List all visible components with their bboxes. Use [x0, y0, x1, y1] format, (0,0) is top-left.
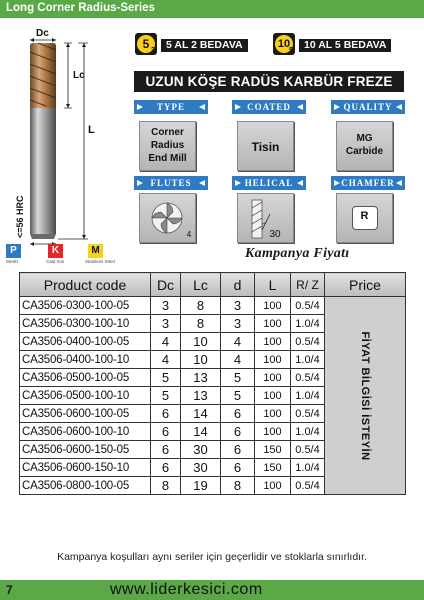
flutes-header: FLUTES [134, 176, 208, 190]
dc-cell: 5 [151, 387, 181, 405]
rz-cell: 1.0/4 [291, 423, 325, 441]
type-line-2: Radius [150, 140, 185, 151]
d-cell: 4 [221, 333, 255, 351]
rz-cell: 1.0/4 [291, 351, 325, 369]
promo-5-number: 5 [137, 35, 155, 53]
dc-cell: 4 [151, 333, 181, 351]
quality-line-1: MG [356, 133, 373, 144]
type-header: TYPE [134, 100, 208, 114]
series-title: Long Corner Radius-Series [6, 2, 155, 14]
l-cell: 100 [255, 333, 291, 351]
campaign-footnote: Kampanya koşulları aynı seriler için geçerlidir ve stoklarla sınırlıdır. [57, 551, 367, 563]
lc-cell: 19 [181, 477, 221, 495]
rz-cell: 1.0/4 [291, 459, 325, 477]
l-cell: 100 [255, 351, 291, 369]
d-cell: 6 [221, 423, 255, 441]
product-code-cell: CA3506-0600-150-10 [20, 459, 151, 477]
lc-cell: 30 [181, 441, 221, 459]
footer-bar [0, 580, 424, 600]
flutes-value: 4 [186, 230, 192, 239]
l-label: L [88, 124, 95, 136]
product-code-cell: CA3506-0500-100-10 [20, 387, 151, 405]
promo-10-number: 10 [275, 35, 293, 53]
hardness-label: <=56 HRC [15, 195, 25, 238]
product-code-cell: CA3506-0800-100-05 [20, 477, 151, 495]
product-code-cell: CA3506-0600-150-05 [20, 441, 151, 459]
lc-cell: 13 [181, 369, 221, 387]
col-rz: R/ Z [291, 273, 325, 297]
campaign-title: Kampanya Fiyatı [245, 246, 350, 261]
dc-cell: 6 [151, 405, 181, 423]
l-cell: 100 [255, 477, 291, 495]
dc-cell: 3 [151, 297, 181, 315]
material-p-label: Steels [6, 259, 19, 264]
col-lc: Lc [181, 273, 221, 297]
price-note: FİYAT BİLGİSİ İSTEYİN [359, 330, 371, 461]
rz-cell: 0.5/4 [291, 297, 325, 315]
l-cell: 100 [255, 423, 291, 441]
lc-cell: 13 [181, 387, 221, 405]
l-cell: 150 [255, 459, 291, 477]
col-dc: Dc [151, 273, 181, 297]
d-cell: 3 [221, 297, 255, 315]
promo-5-text: 5 AL 2 BEDAVA [161, 39, 248, 52]
d-cell: 5 [221, 387, 255, 405]
l-cell: 100 [255, 387, 291, 405]
end-mill-drawing [0, 18, 125, 248]
table-header-row [20, 273, 406, 297]
helical-card [237, 193, 294, 243]
lc-cell: 8 [181, 315, 221, 333]
d-cell: 3 [221, 315, 255, 333]
quality-line-2: Carbide [345, 146, 384, 157]
website-link[interactable]: www.liderkesici.com [110, 581, 263, 598]
lc-cell: 14 [181, 405, 221, 423]
quality-card [336, 121, 393, 171]
material-m-label: Stainless Steel [85, 259, 115, 264]
material-m-box: M [88, 244, 103, 258]
type-line-1: Corner [151, 127, 184, 138]
lc-cell: 10 [181, 351, 221, 369]
rz-cell: 0.5/4 [291, 441, 325, 459]
dc-cell: 6 [151, 459, 181, 477]
rz-cell: 1.0/4 [291, 387, 325, 405]
product-code-cell: CA3506-0400-100-05 [20, 333, 151, 351]
dc-cell: 3 [151, 315, 181, 333]
l-cell: 100 [255, 297, 291, 315]
dc-cell: 6 [151, 423, 181, 441]
helical-value: 30 [269, 229, 281, 240]
type-line-3: End Mill [148, 153, 187, 164]
promo-5-sub: 2 [151, 47, 155, 54]
material-k-box: K [48, 244, 63, 258]
lc-cell: 14 [181, 423, 221, 441]
col-price: Price [325, 273, 406, 297]
rz-cell: 0.5/4 [291, 477, 325, 495]
d-cell: 6 [221, 459, 255, 477]
col-d: d [221, 273, 255, 297]
dc-cell: 8 [151, 477, 181, 495]
material-p-box: P [6, 244, 21, 258]
col-product-code: Product code [20, 273, 151, 297]
product-code-cell: CA3506-0600-100-05 [20, 405, 151, 423]
dc-cell: 6 [151, 441, 181, 459]
product-code-cell: CA3506-0400-100-10 [20, 351, 151, 369]
price-cell [325, 297, 406, 495]
helical-header: HELICAL [232, 176, 306, 190]
dc-cell: 5 [151, 369, 181, 387]
dc-cell: 4 [151, 351, 181, 369]
coated-card [237, 121, 294, 171]
l-cell: 100 [255, 405, 291, 423]
rz-cell: 0.5/4 [291, 333, 325, 351]
series-header-bar [0, 0, 424, 18]
d-cell: 5 [221, 369, 255, 387]
table-row [20, 297, 406, 315]
lc-label: Lc [73, 70, 85, 81]
page-number: 7 [6, 583, 13, 597]
coated-header: COATED [232, 100, 306, 114]
rz-cell: 1.0/4 [291, 315, 325, 333]
product-code-cell: CA3506-0300-100-10 [20, 315, 151, 333]
d-cell: 4 [221, 351, 255, 369]
product-title: UZUN KÖŞE RADÜS KARBÜR FREZE [134, 71, 404, 92]
price-table [19, 272, 406, 495]
l-cell: 100 [255, 315, 291, 333]
promo-10-text: 10 AL 5 BEDAVA [299, 39, 391, 52]
product-code-cell: CA3506-0600-100-10 [20, 423, 151, 441]
rz-cell: 0.5/4 [291, 369, 325, 387]
d-cell: 6 [221, 441, 255, 459]
rz-cell: 0.5/4 [291, 405, 325, 423]
dc-label: Dc [36, 28, 49, 39]
lc-cell: 10 [181, 333, 221, 351]
l-cell: 100 [255, 369, 291, 387]
product-code-cell: CA3506-0500-100-05 [20, 369, 151, 387]
l-cell: 150 [255, 441, 291, 459]
material-k-label: Cast Iron [46, 259, 65, 264]
chamfer-header: CHAMFER [331, 176, 405, 190]
d-cell: 8 [221, 477, 255, 495]
promo-10-sub: 5 [289, 47, 293, 54]
type-card [139, 121, 196, 171]
flutes-card [139, 193, 196, 243]
coated-value: Tisin [251, 140, 280, 154]
lc-cell: 8 [181, 297, 221, 315]
quality-header: QUALITY [331, 100, 405, 114]
col-l: L [255, 273, 291, 297]
chamfer-card [336, 193, 393, 243]
product-code-cell: CA3506-0300-100-05 [20, 297, 151, 315]
chamfer-value: R [360, 210, 369, 222]
d-cell: 6 [221, 405, 255, 423]
lc-cell: 30 [181, 459, 221, 477]
